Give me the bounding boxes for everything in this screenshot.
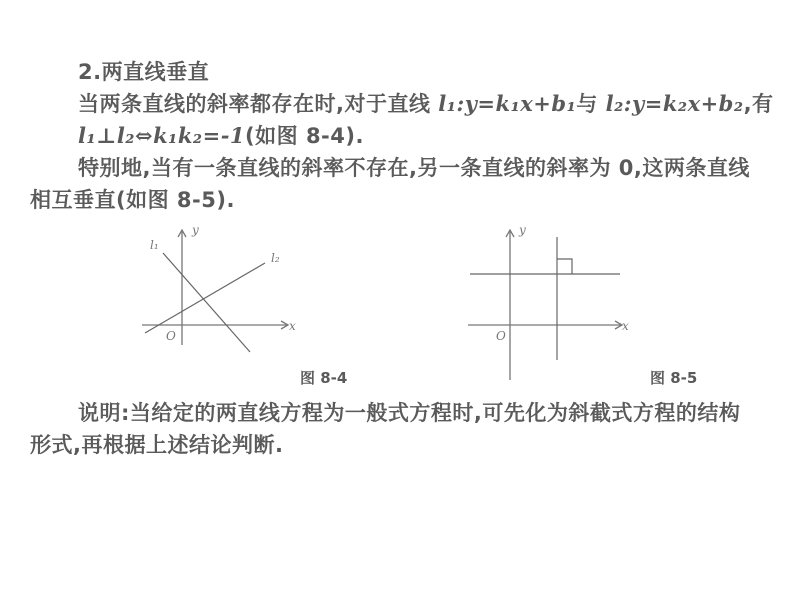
note-line-1 <box>78 397 740 427</box>
fig1-l2-label: l₂ <box>271 251 280 265</box>
fig2-origin-label: O <box>496 329 506 343</box>
paragraph-4-text: 相互垂直(如图 8-5). <box>30 188 235 212</box>
fig2-right-angle-mark <box>557 259 572 274</box>
paragraph-3-text: 特别地,当有一条直线的斜率不存在,另一条直线的斜率为 0,这两条直线 <box>78 156 750 180</box>
figure-8-4-caption: 图 8-4 <box>300 369 348 387</box>
fig1-y-label: y <box>192 223 199 237</box>
figure-8-5-caption: 图 8-5 <box>650 369 698 387</box>
paragraph-1-text-end: ,有 <box>743 92 774 116</box>
paragraph-1-text-a: 当两条直线的斜率都存在时,对于直线 <box>78 92 439 116</box>
fig2-y-label: y <box>519 223 526 237</box>
paragraph-2-text-end: (如图 8-4). <box>245 124 364 148</box>
perpendicular-condition: l₁⊥l₂⇔k₁k₂=-1 <box>78 123 246 148</box>
note-1-text: 说明:当给定的两直线方程为一般式方程时,可先化为斜截式方程的结构 <box>78 401 741 425</box>
fig1-x-label: x <box>289 319 296 333</box>
line-l2-equation: l₂:y=k₂x+b₂ <box>605 91 744 116</box>
paragraph-1-text-mid: 与 <box>576 92 606 116</box>
line-l1-equation: l₁:y=k₁x+b₁ <box>438 91 577 116</box>
fig1-l1-label: l₁ <box>150 238 159 252</box>
fig1-origin-label: O <box>166 329 176 343</box>
fig2-x-label: x <box>622 319 629 333</box>
note-line-2 <box>30 429 283 459</box>
note-2-text: 形式,再根据上述结论判断. <box>30 433 284 457</box>
section-heading-text: 2.两直线垂直 <box>78 60 210 84</box>
